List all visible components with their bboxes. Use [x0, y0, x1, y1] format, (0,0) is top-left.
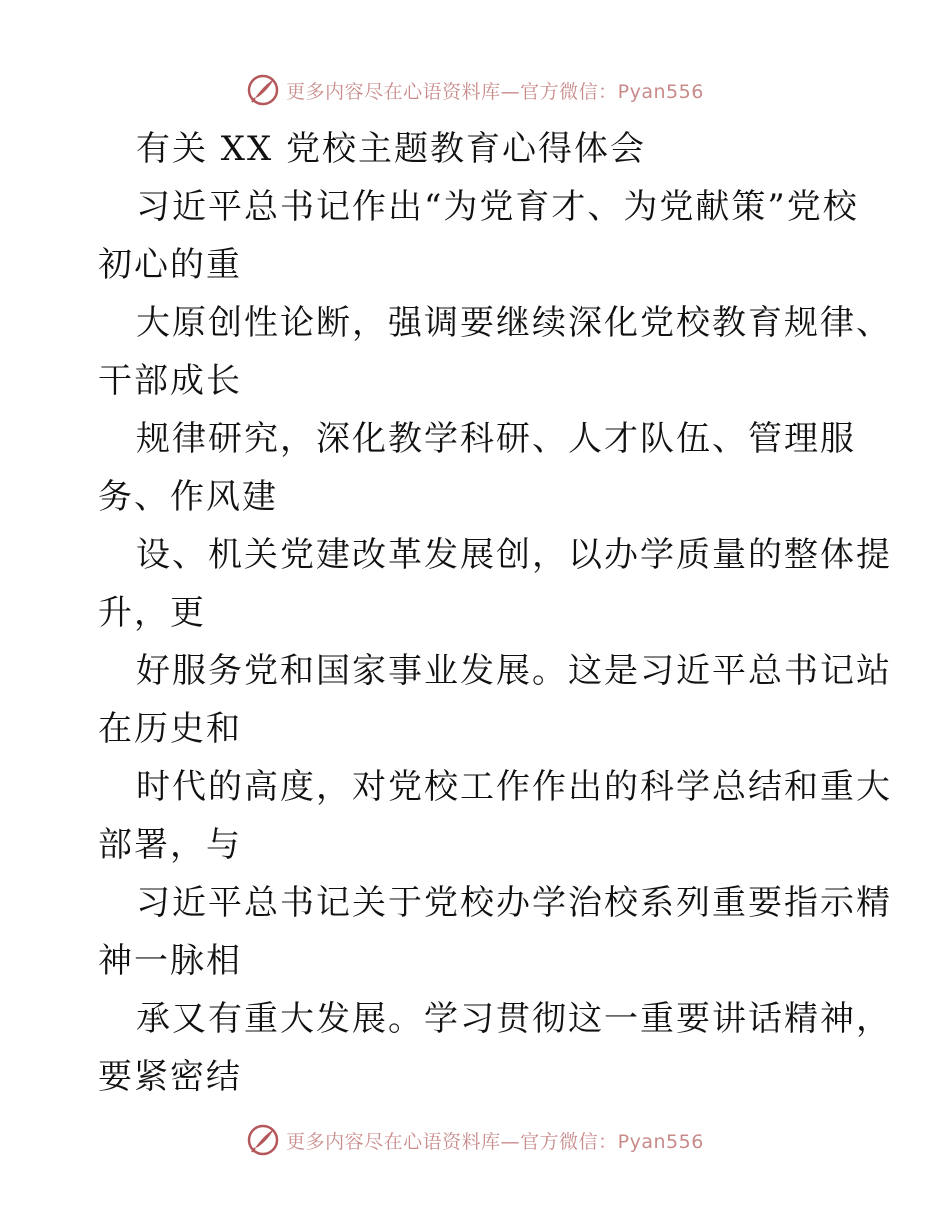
paragraph-line: 初心的重: [98, 245, 242, 285]
watermark-text: 更多内容尽在心语资料库—官方微信：Pyan556: [286, 1130, 704, 1153]
quill-pen-logo-icon: [246, 1123, 280, 1157]
paragraph-line: 务、作风建: [98, 477, 278, 517]
watermark-group: [246, 73, 704, 107]
footer-watermark: [0, 1120, 950, 1160]
paragraph-line: 规律研究，深化教学科研、人才队伍、管理服: [136, 419, 856, 459]
paragraph-line: 在历史和: [98, 709, 242, 749]
paragraph-line: 干部成长: [98, 361, 242, 401]
paragraph-line: 好服务党和国家事业发展。这是习近平总书记站: [136, 651, 892, 691]
paragraph-line: 习近平总书记作出“为党育才、为党献策”党校: [136, 187, 859, 227]
paragraph-line: 神一脉相: [98, 941, 242, 981]
paragraph-line: 习近平总书记关于党校办学治校系列重要指示精: [136, 883, 892, 923]
header-watermark: [0, 70, 950, 110]
paragraph-line: 部署，与: [98, 825, 242, 865]
paragraph-line: 设、机关党建改革发展创，以办学质量的整体提: [136, 535, 892, 575]
paragraph-line: 时代的高度，对党校工作作出的科学总结和重大: [136, 767, 892, 807]
quill-pen-logo-icon: [246, 73, 280, 107]
paragraph-line: 要紧密结: [98, 1057, 242, 1097]
document-title: 有关 XX 党校主题教育心得体会: [136, 129, 647, 169]
paragraph-line: 大原创性论断，强调要继续深化党校教育规律、: [136, 303, 892, 343]
watermark-text: 更多内容尽在心语资料库—官方微信：Pyan556: [286, 80, 704, 103]
watermark-group: [246, 1123, 704, 1157]
document-body: [98, 120, 892, 1106]
paragraph-line: 升，更: [98, 593, 206, 633]
paragraph-line: 承又有重大发展。学习贯彻这一重要讲话精神，: [136, 999, 892, 1039]
